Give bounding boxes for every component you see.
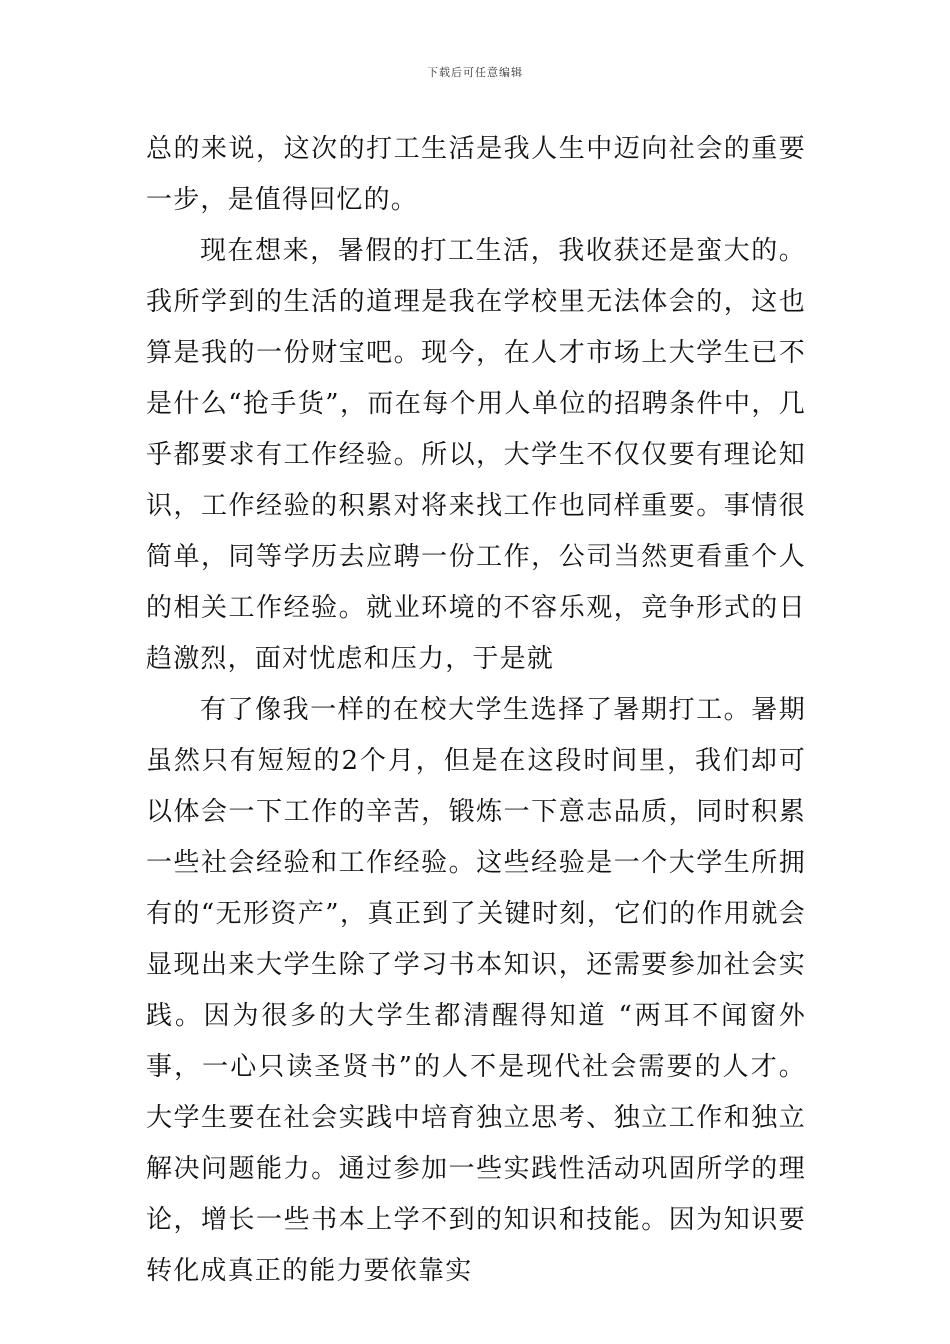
page-header: 下载后可任意编辑 — [427, 66, 523, 79]
document-body — [146, 124, 806, 1297]
paragraph-reflection: 现在想来，暑假的打工生活，我收获还是蛮大的。我所学到的生活的道理是我在学校里无法体会的，这也算是我的一份财宝吧。现今，在人才市场上大学生已不是什么“抢手货”，而在每个用人单位的招聘条件中，几乎都要求有工作经验。所以，大学生不仅仅要有理论知识，工作经验的积累对将来找工作也同样重要。事情很简单，同等学历去应聘一份工作，公司当然更看重个人的相关工作经验。就业环境的不容乐观，竞争形式的日趋激烈，面对忧虑和压力，于是就 — [146, 236, 806, 674]
paragraph-conclusion: 总的来说，这次的打工生活是我人生中迈向社会的重要一步，是值得回忆的。 — [146, 134, 806, 215]
paragraph-summer-work: 有了像我一样的在校大学生选择了暑期打工。暑期虽然只有短短的2个月，但是在这段时间里，我们却可以体会一下工作的辛苦，锻炼一下意志品质，同时积累一些社会经验和工作经验。这些经验是一个大学生所拥有的“无形资产”，真正到了关键时刻，它们的作用就会显现出来大学生除了学习书本知识，还需要参加社会实践。因为很多的大学生都清醒得知道 “两耳不闻窗外事，一心只读圣贤书”的人不是现代社会需要的人才。大学生要在社会实践中培育独立思考、独立工作和独立解决问题能力。通过参加一些实践性活动巩固所学的理论，增长一些书本上学不到的知识和技能。因为知识要转化成真正的能力要依靠实 — [146, 695, 806, 1286]
